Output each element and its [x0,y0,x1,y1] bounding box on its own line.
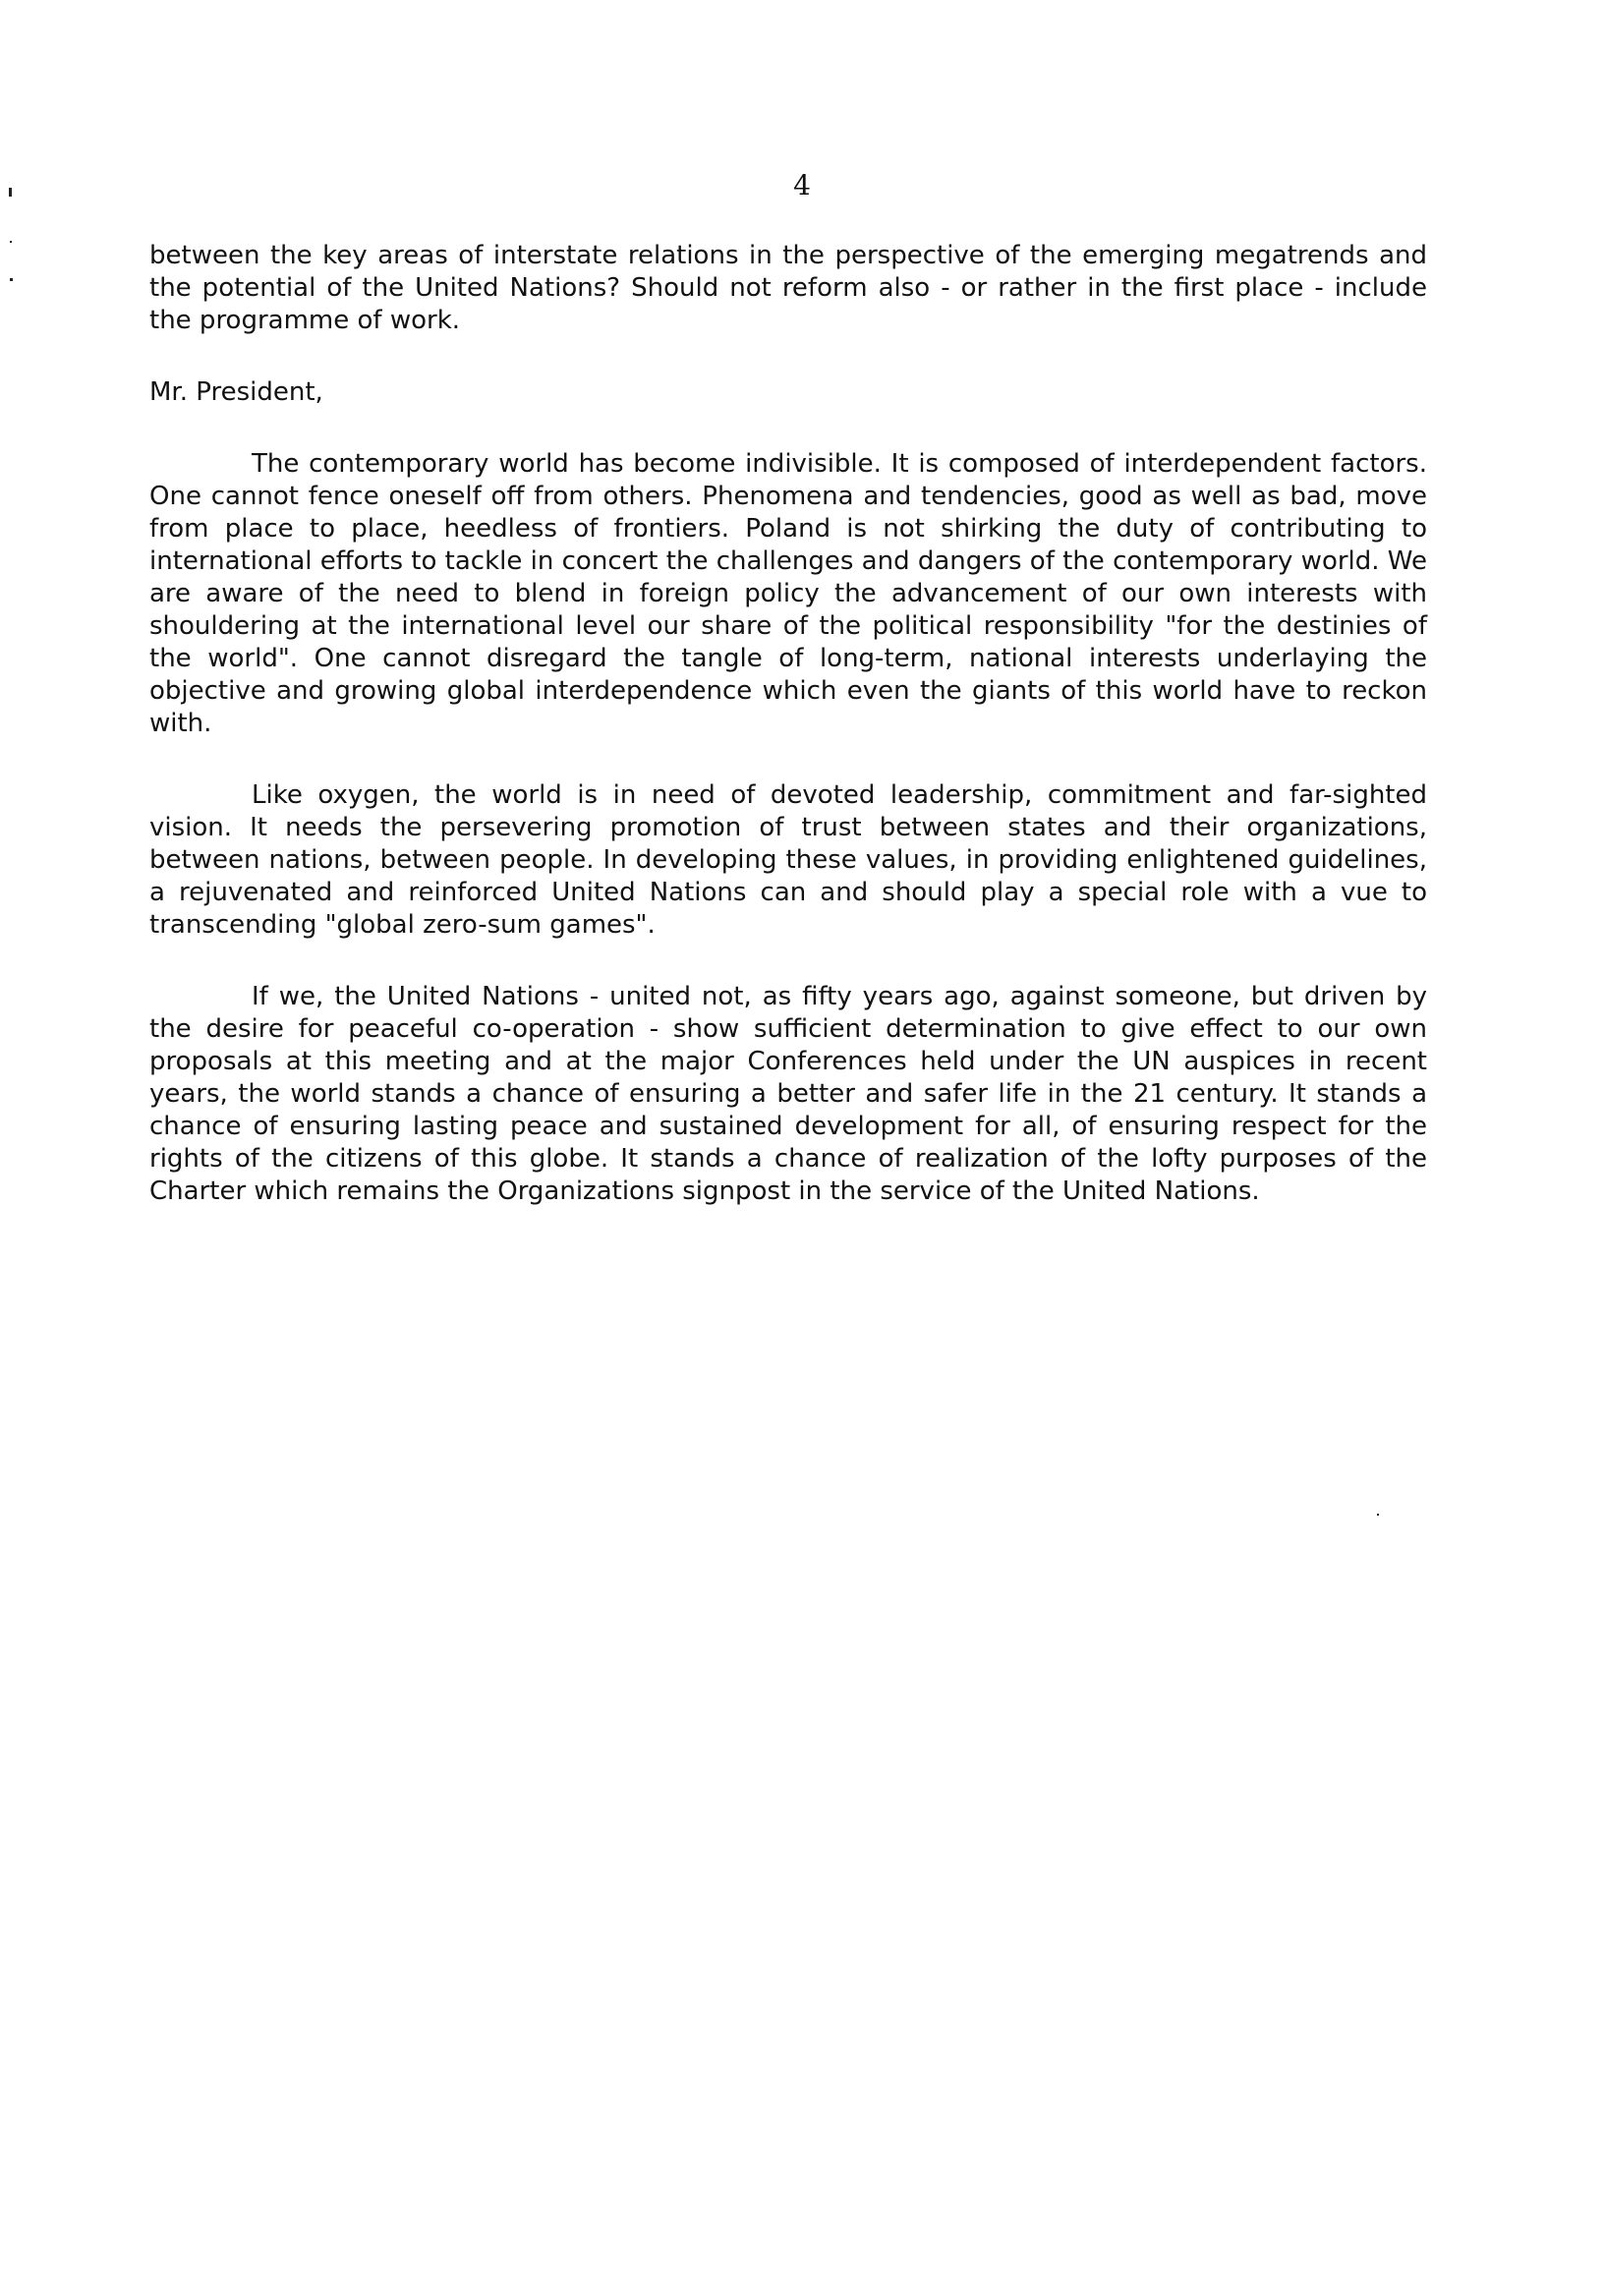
paragraph-3: If we, the United Nations - united not, as fifty years ago, against someone, but driven by the desire for peaceful co-operation - show sufficient determination to give effect to our own proposals at this meeting and at the major Conferences held under the UN auspices in recent years, the world stands a chance of ensuring a better and safer life in the 21 century. It stands a chance of ensuring lasting peace and sustained development for all, of ensuring respect for the rights of the citizens of this globe. It stands a chance of realization of the lofty purposes of the Charter which remains the Organizations signpost in the service of the United Nations. [149,982,1427,1206]
paragraph-1: The contemporary world has become indivisible. It is composed of interdependent factors. One cannot fence oneself off from others. Phenomena and tendencies, good as well as bad, move from place to place, heedless of frontiers. Poland is not shirking the duty of contributing to international efforts to tackle in concert the challenges and dangers of the contemporary world. We are aware of the need to blend in foreign policy the advancement of our own interests with shouldering at the international level our share of the political responsibility "for the destinies of the world". One cannot disregard the tangle of long-term, national interests underlaying the objective and growing global interdependence which even the giants of this world have to reckon with. [149,449,1427,738]
salutation: Mr. President, [149,377,323,407]
document-body [149,240,1427,1208]
page-number: 4 [793,169,811,201]
paragraph-continuation: between the key areas of interstate relations in the perspective of the emerging megatrends and the potential of the United Nations? Should not reform also - or rather in the first place - include the programme of work. [149,241,1427,335]
paragraph-2: Like oxygen, the world is in need of devoted leadership, commitment and far-sighted vision. It needs the persevering promotion of trust between states and their organizations, between nations, between people. In developing these values, in providing enlightened guidelines, a rejuvenated and reinforced United Nations can and should play a special role with a vue to transcending "global zero-sum games". [149,780,1427,940]
margin-mark [10,241,12,243]
margin-mark [10,278,13,281]
margin-mark [1377,1514,1379,1516]
